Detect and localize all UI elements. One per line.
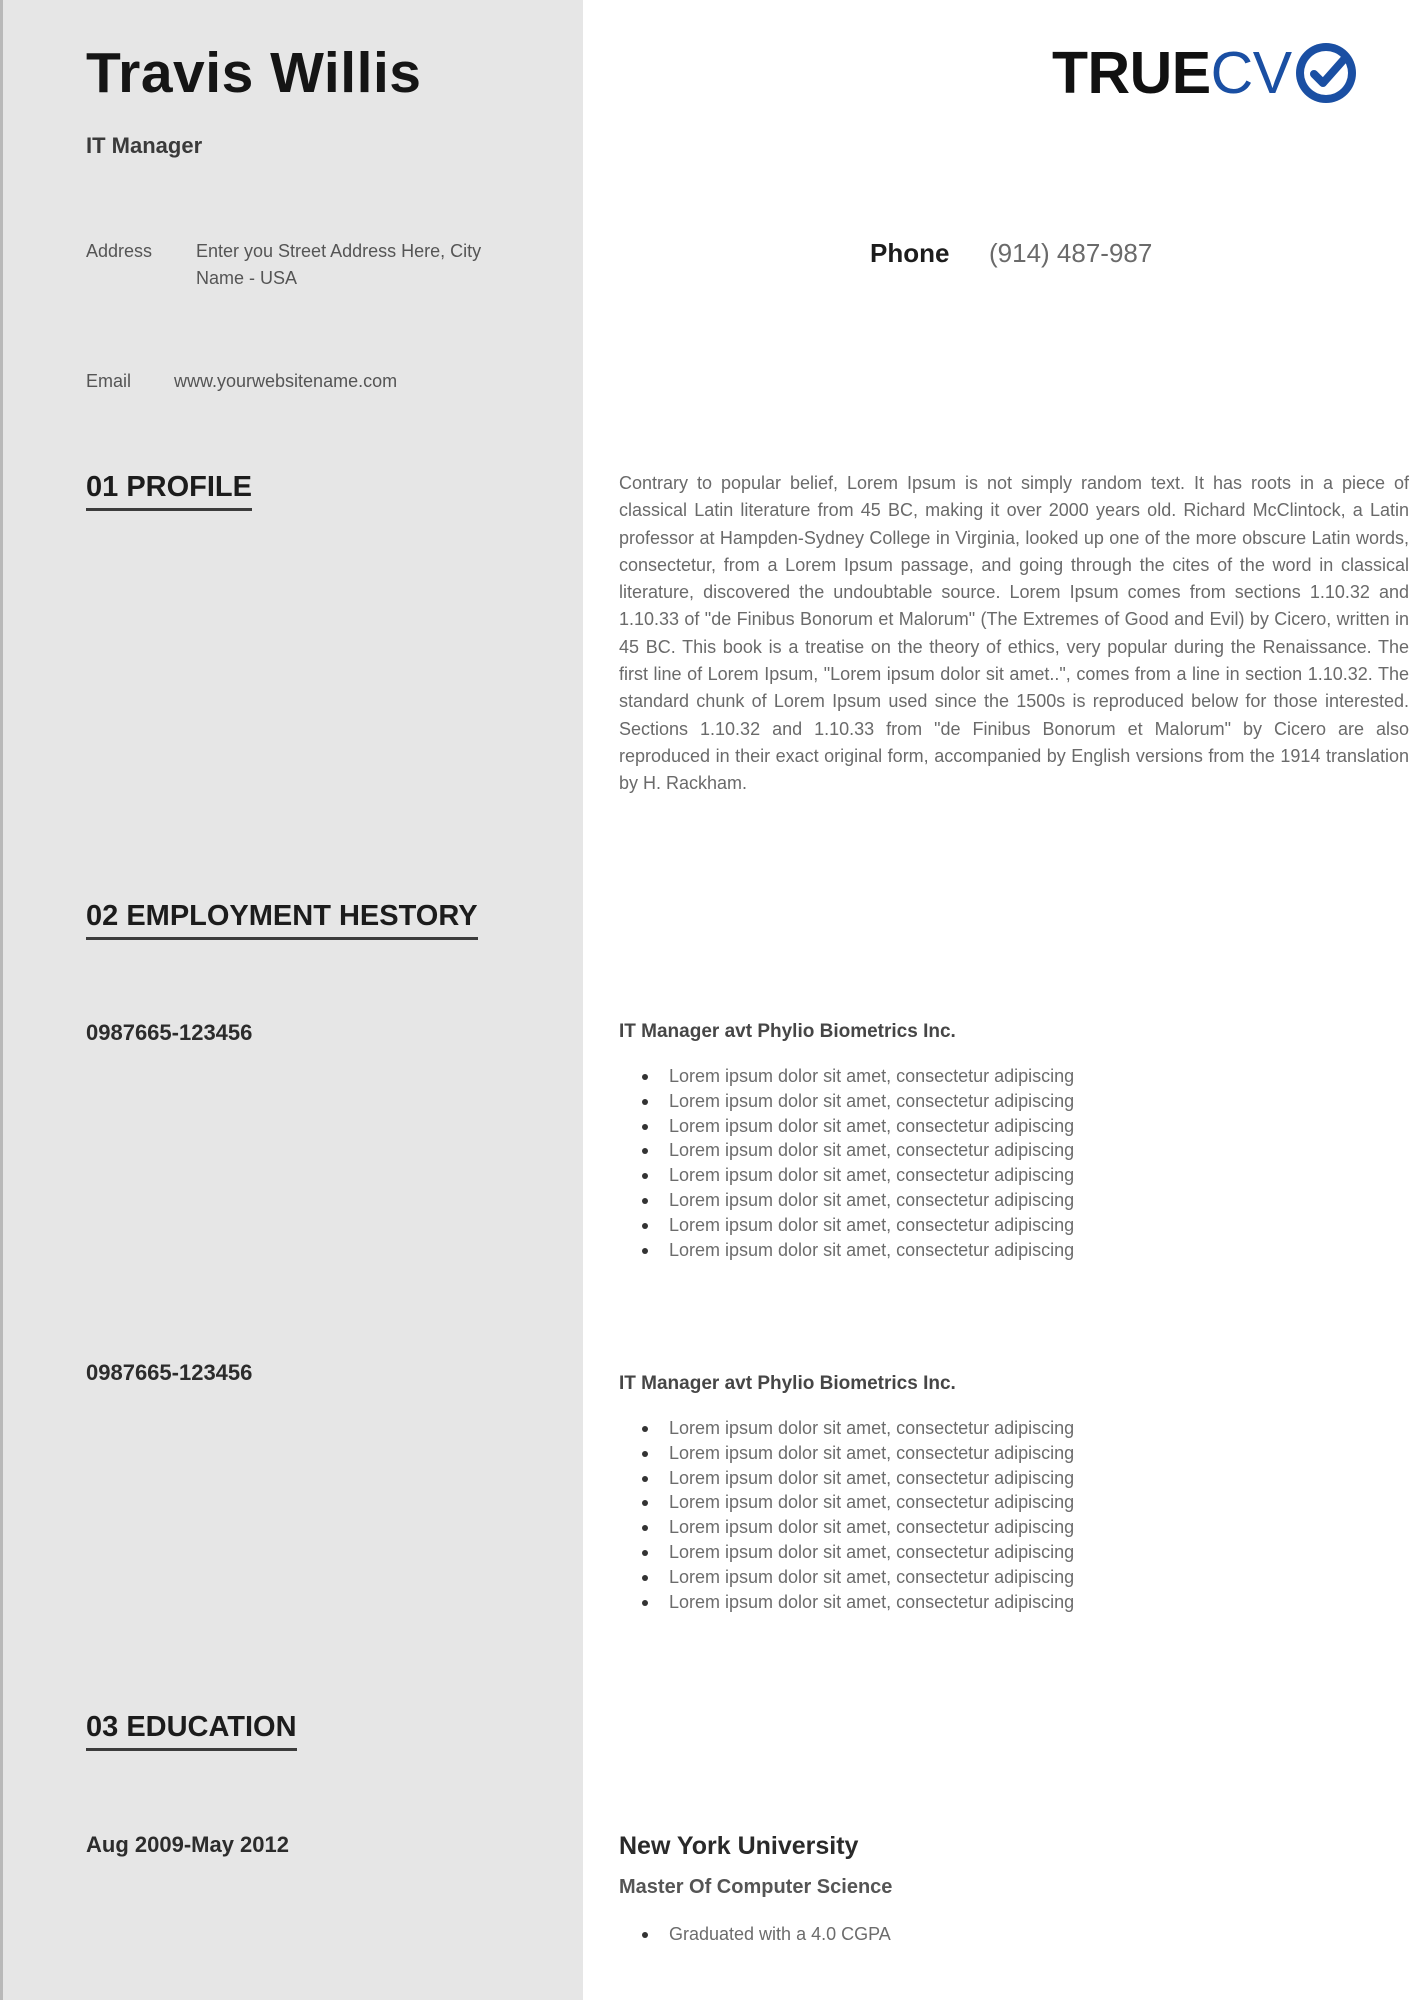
list-item: Lorem ipsum dolor sit amet, consectetur adipiscing xyxy=(619,1188,1074,1213)
phone-label: Phone xyxy=(870,238,950,268)
email-value[interactable]: www.yourwebsitename.com xyxy=(174,371,398,391)
education-bullets xyxy=(619,1922,891,1947)
job-date: 0987665-123456 xyxy=(86,1020,253,1045)
list-item: Lorem ipsum dolor sit amet, consectetur adipiscing xyxy=(619,1540,1074,1565)
education-heading: 03 EDUCATION xyxy=(86,1711,297,1751)
list-item: Lorem ipsum dolor sit amet, consectetur adipiscing xyxy=(619,1565,1074,1590)
job-bullets xyxy=(619,1064,1074,1262)
list-item: Lorem ipsum dolor sit amet, consectetur adipiscing xyxy=(619,1416,1074,1441)
address-value: Enter you Street Address Here, City Name - USA xyxy=(196,241,482,288)
education-date: Aug 2009-May 2012 xyxy=(86,1832,289,1857)
school-name: New York University xyxy=(619,1832,859,1860)
profile-heading: 01 PROFILE xyxy=(86,471,252,511)
list-item: Lorem ipsum dolor sit amet, consectetur adipiscing xyxy=(619,1590,1074,1615)
list-item: Lorem ipsum dolor sit amet, consectetur adipiscing xyxy=(619,1163,1074,1188)
list-item: Lorem ipsum dolor sit amet, consectetur adipiscing xyxy=(619,1490,1074,1515)
email-label: Email xyxy=(86,371,132,391)
profile-text: Contrary to popular belief, Lorem Ipsum is not simply random text. It has roots in a piece of classical Latin literature from 45 BC, making it over 2000 years old. Richard McClintock, a Latin professor at Hampden-Sydney College in Virginia, looked up one of the more obscure Latin words, consectetur, from a Lorem Ipsum passage, and going through the cites of the word in classical literature, discovered the undoubtable source. Lorem Ipsum comes from sections 1.10.32 and 1.10.33 of "de Finibus Bonorum et Malorum" (The Extremes of Good and Evil) by Cicero, written in 45 BC. This book is a treatise on the theory of ethics, very popular during the Renaissance. The first line of Lorem Ipsum, "Lorem ipsum dolor sit amet..", comes from a line in section 1.10.32. The standard chunk of Lorem Ipsum used since the 1500s is reproduced below for those interested. Sections 1.10.32 and 1.10.33 from "de Finibus Bonorum et Malorum" by Cicero are also reproduced in their exact original form, accompanied by English versions from the 1914 translation by H. Rackham. xyxy=(619,473,1409,794)
list-item: Lorem ipsum dolor sit amet, consectetur adipiscing xyxy=(619,1089,1074,1114)
logo-text-accent: CV xyxy=(1210,39,1292,106)
job-title: IT Manager avt Phylio Biometrics Inc. xyxy=(619,1021,956,1042)
address-label: Address xyxy=(86,241,153,261)
list-item: Lorem ipsum dolor sit amet, consectetur adipiscing xyxy=(619,1138,1074,1163)
candidate-name: Travis Willis xyxy=(86,41,422,105)
logo-text-primary: TRUE xyxy=(1052,39,1211,106)
truecv-logo xyxy=(1052,38,1358,108)
job-date: 0987665-123456 xyxy=(86,1360,253,1385)
job-title: IT Manager avt Phylio Biometrics Inc. xyxy=(619,1373,956,1394)
candidate-job-title: IT Manager xyxy=(86,133,203,158)
list-item: Lorem ipsum dolor sit amet, consectetur adipiscing xyxy=(619,1466,1074,1491)
sidebar xyxy=(0,0,583,2000)
list-item: Graduated with a 4.0 CGPA xyxy=(619,1922,891,1947)
list-item: Lorem ipsum dolor sit amet, consectetur adipiscing xyxy=(619,1213,1074,1238)
list-item: Lorem ipsum dolor sit amet, consectetur adipiscing xyxy=(619,1114,1074,1139)
degree-name: Master Of Computer Science xyxy=(619,1876,893,1898)
phone-value: (914) 487-987 xyxy=(989,238,1153,268)
employment-heading: 02 EMPLOYMENT HESTORY xyxy=(86,900,478,940)
list-item: Lorem ipsum dolor sit amet, consectetur adipiscing xyxy=(619,1064,1074,1089)
list-item: Lorem ipsum dolor sit amet, consectetur adipiscing xyxy=(619,1238,1074,1263)
checkmark-badge-icon xyxy=(1294,41,1358,105)
list-item: Lorem ipsum dolor sit amet, consectetur adipiscing xyxy=(619,1515,1074,1540)
job-bullets xyxy=(619,1416,1074,1614)
list-item: Lorem ipsum dolor sit amet, consectetur adipiscing xyxy=(619,1441,1074,1466)
